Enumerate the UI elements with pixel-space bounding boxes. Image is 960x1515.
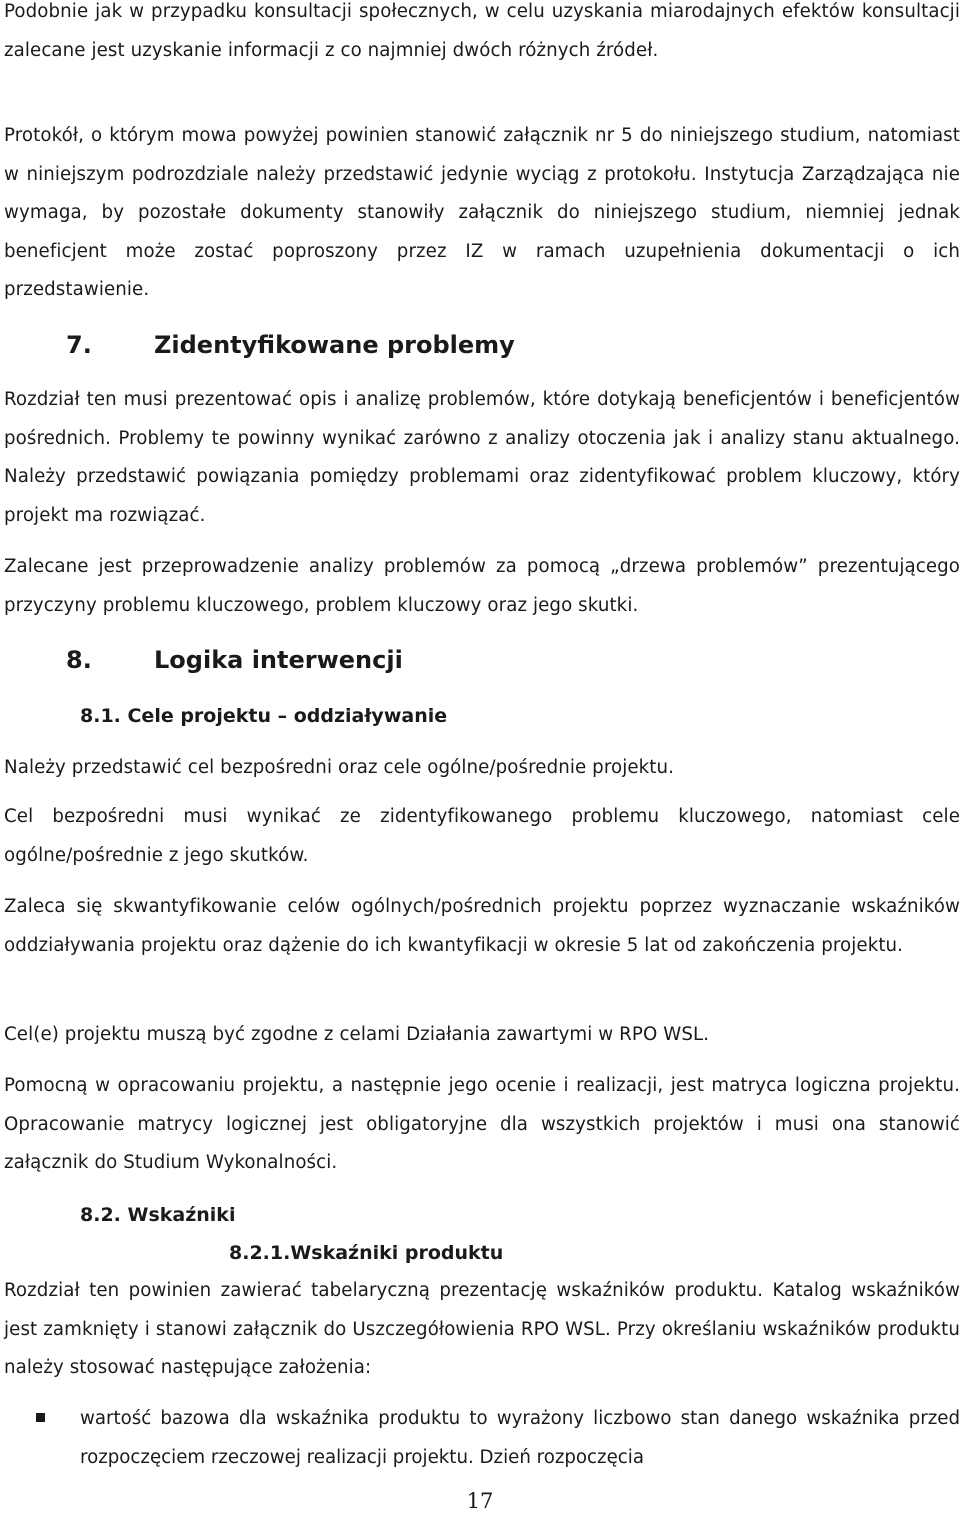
heading-section-8-2-1: 8.2.1.Wskaźniki produktu: [229, 1242, 504, 1264]
page-number: 17: [466, 1489, 494, 1513]
heading-section-8-number: 8.: [66, 646, 92, 674]
heading-section-8-title: Logika interwencji: [154, 646, 403, 674]
paragraph-product-indicators: Rozdział ten powinien zawierać tabelaryczną prezentację wskaźników produktu. Katalog wskaźników jest zamknięty i stanowi załącznik do Uszczegółowienia RPO WSL. Przy określaniu wskaźników produktu należy stosować następujące założenia:: [4, 1280, 960, 1378]
paragraph-goal-derivation: Cel bezpośredni musi wynikać ze zidentyfikowanego problemu kluczowego, natomiast cele ogólne/pośrednie z jego skutków.: [4, 806, 960, 866]
heading-section-8-1: 8.1. Cele projektu – oddziaływanie: [80, 705, 448, 727]
paragraph-impact-indicators: Zaleca się skwantyfikowanie celów ogólnych/pośrednich projektu poprzez wyznaczanie wskaźników oddziaływania projektu oraz dążenie do ich kwantyfikacji w okresie 5 lat od zakończenia projektu.: [4, 896, 960, 956]
paragraph-rpo-compliance: Cel(e) projektu muszą być zgodne z celami Działania zawartymi w RPO WSL.: [4, 1024, 710, 1045]
paragraph-protocol: Protokół, o którym mowa powyżej powinien stanowić załącznik nr 5 do niniejszego studium, natomiast w niniejszym podrozdziale należy przedstawić jedynie wyciąg z protokołu. Instytucja Zarządzająca nie wymaga, by pozostałe dokumenty stanowiły załącznik do niniejszego studium, niemniej jednak beneficjent może zostać poproszony przez IZ w ramach uzupełnienia dokumentacji o ich przedstawienie.: [4, 125, 960, 300]
paragraph-logical-matrix: Pomocną w opracowaniu projektu, a następnie jego ocenie i realizacji, jest matryca logiczna projektu. Opracowanie matrycy logicznej jest obligatoryjne dla wszystkich projektów i musi ona stanowić załącznik do Studium Wykonalności.: [4, 1075, 960, 1173]
square-bullet-icon: [36, 1413, 45, 1422]
heading-section-8-2: 8.2. Wskaźniki: [80, 1204, 236, 1226]
paragraph-consultation-sources: Podobnie jak w przypadku konsultacji społecznych, w celu uzyskania miarodajnych efektów konsultacji zalecane jest uzyskanie informacji z co najmniej dwóch różnych źródeł.: [4, 1, 960, 61]
bullet-list-assumptions: [0, 1400, 960, 1477]
paragraph-problems-description: Rozdział ten musi prezentować opis i analizę problemów, które dotykają beneficjentów i beneficjentów pośrednich. Problemy te powinny wynikać zarówno z analizy otoczenia jak i analizy stanu aktualnego. Należy przedstawić powiązania pomiędzy problemami oraz zidentyfikować problem kluczowy, który projekt ma rozwiązać.: [4, 389, 960, 526]
list-item-text: wartość bazowa dla wskaźnika produktu to wyrażony liczbowo stan danego wskaźnika przed rozpoczęciem rzeczowej realizacji projektu. Dzień rozpoczęcia: [80, 1408, 960, 1468]
paragraph-goals-direct: Należy przedstawić cel bezpośredni oraz cele ogólne/pośrednie projektu.: [4, 757, 675, 778]
heading-section-7-title: Zidentyfikowane problemy: [154, 331, 515, 359]
paragraph-problem-tree: Zalecane jest przeprowadzenie analizy problemów za pomocą „drzewa problemów” prezentującego przyczyny problemu kluczowego, problem kluczowy oraz jego skutki.: [4, 556, 960, 616]
heading-section-7-number: 7.: [66, 331, 92, 359]
list-item: [0, 1400, 960, 1477]
